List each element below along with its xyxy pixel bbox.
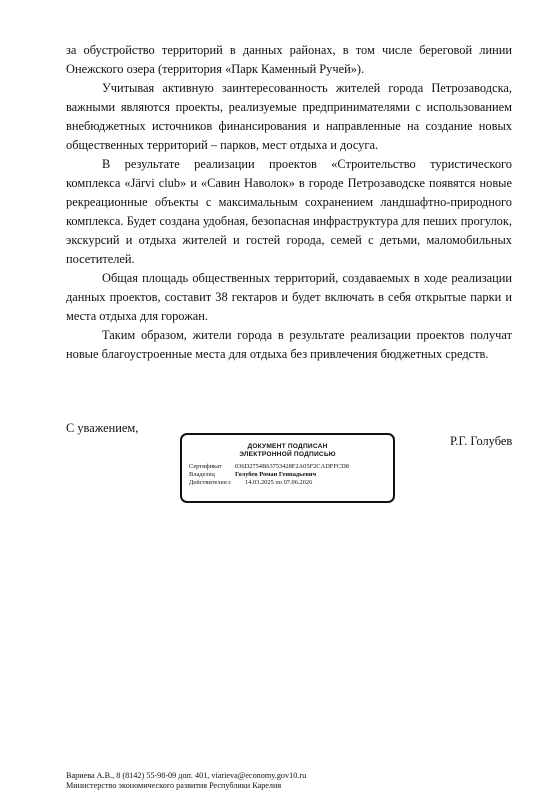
stamp-cert-row	[189, 463, 393, 471]
signer-name: Р.Г. Голубев	[450, 434, 513, 448]
paragraph-3: В результате реализации проектов «Строительство туристического комплекса «Järvi club» и «Савин Наволок» в городе Петрозаводске появятся новые рекреационные объекты с максимальным сохранением ландшафтно-природного комплекса. Будет создана удобная, безопасная инфраструктура для пеших прогулок, экскурсий и отдыха жителей и гостей города, семей с детьми, маломобильных посетителей.	[66, 157, 512, 266]
letter-body	[66, 41, 512, 364]
cert-value: 036D2754B63753428F2A05F2CADFFCD8	[235, 463, 349, 470]
stamp-details	[189, 463, 393, 487]
paragraph-4: Общая площадь общественных территорий, создаваемых в ходе реализации данных проектов, составит 38 гектаров и будет включать в себя открытые парки и места отдыха для горожан.	[66, 271, 512, 323]
cert-label: Сертификат	[189, 463, 222, 470]
stamp-valid-row	[189, 479, 393, 487]
stamp-title-line-1: ДОКУМЕНТ ПОДПИСАН	[247, 443, 328, 450]
valid-value: 14.03.2025 по 07.06.2026	[245, 479, 313, 486]
electronic-signature-stamp	[180, 433, 395, 503]
footer-line-2: Министерство экономического развития Республики Карелия	[66, 781, 282, 790]
paragraph-5: Таким образом, жители города в результате реализации проектов получат новые благоустроенные места для отдыха без привлечения бюджетных средств.	[66, 328, 512, 361]
valid-label: Действителен с	[189, 479, 232, 486]
owner-label: Владелец	[189, 471, 215, 478]
stamp-owner-row	[189, 471, 393, 479]
closing-salutation: С уважением,	[66, 421, 139, 435]
owner-value: Голубев Роман Геннадьевич	[235, 471, 317, 478]
footer-contact	[66, 771, 306, 791]
footer-line-1: Вариева А.В., 8 (8142) 55-98-09 доп. 401, viarieva@economy.gov10.ru	[66, 771, 307, 780]
paragraph-2: Учитывая активную заинтересованность жителей города Петрозаводска, важными являются проекты, реализуемые предпринимателями с использованием внебюджетных источников финансирования и направленные на создание новых общественных территорий – парков, мест отдыха и досуга.	[66, 81, 512, 152]
stamp-title-line-2: ЭЛЕКТРОННОЙ ПОДПИСЬЮ	[239, 451, 336, 458]
stamp-title	[182, 443, 393, 459]
paragraph-1: за обустройство территорий в данных районах, в том числе береговой линии Онежского озера (территория «Парк Каменный Ручей»).	[66, 43, 512, 76]
